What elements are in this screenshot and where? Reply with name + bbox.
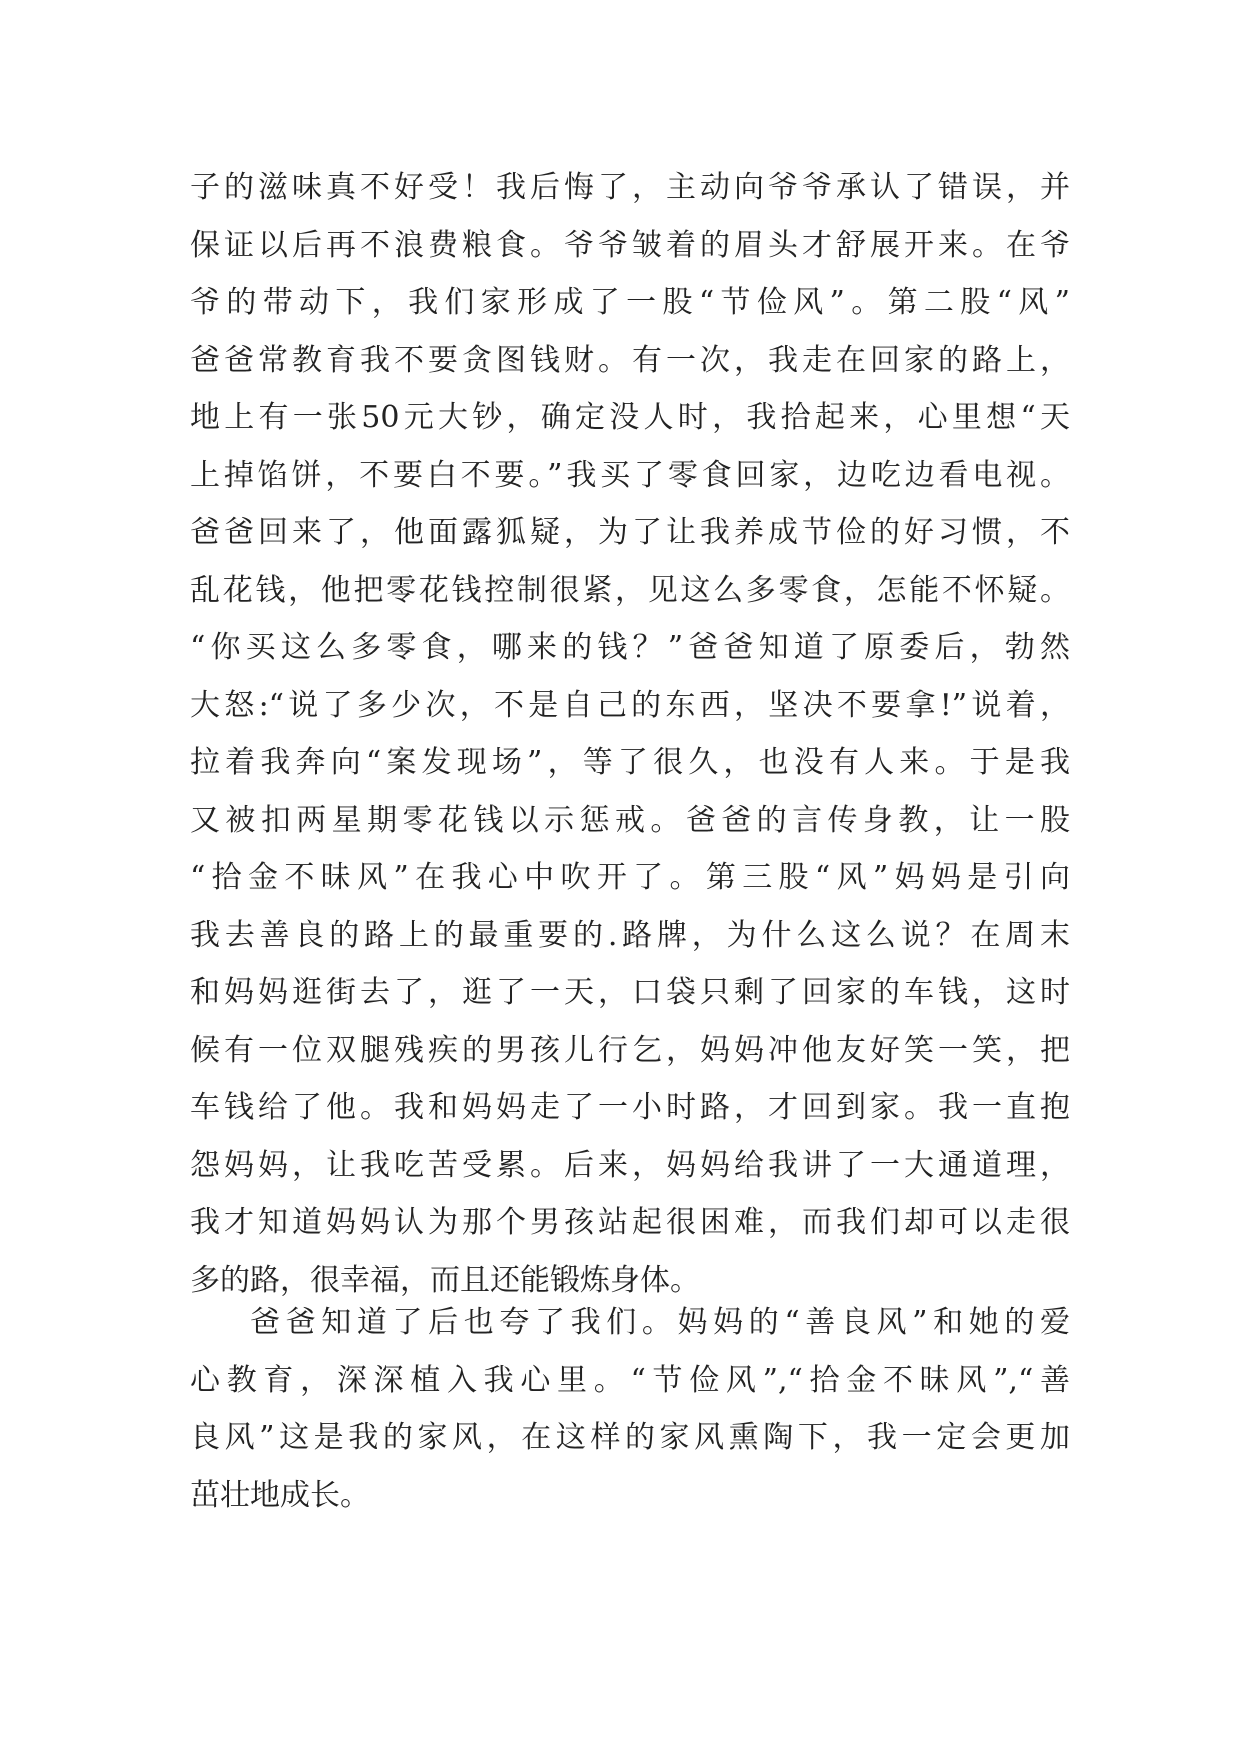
text-line: 多的路，很幸福，而且还能锻炼身体。 bbox=[190, 1262, 700, 1298]
text-line: 拉着我奔向“案发现场”，等了很久，也没有人来。于是我 bbox=[190, 745, 1070, 780]
text-line: 爸爸常教育我不要贪图钱财。有一次，我走在回家的路上， bbox=[190, 342, 1070, 378]
text-line: 爷的带动下，我们家形成了一股“节俭风”。第二股“风” bbox=[190, 285, 1070, 320]
text-line: 地上有一张50元大钞，确定没人时，我拾起来，心里想“天 bbox=[190, 400, 1070, 435]
text-line: 大怒:“说了多少次，不是自己的东西，坚决不要拿!”说着， bbox=[190, 687, 1070, 723]
paragraph-2 bbox=[190, 1294, 1070, 1524]
text-line: 乱花钱，他把零花钱控制很紧，见这么多零食，怎能不怀疑。 bbox=[190, 572, 1070, 608]
text-line: 我才知道妈妈认为那个男孩站起很困难，而我们却可以走很 bbox=[190, 1205, 1070, 1240]
text-line: 爸爸回来了，他面露狐疑，为了让我养成节俭的好习惯，不 bbox=[190, 515, 1070, 550]
text-line: 和妈妈逛街去了，逛了一天，口袋只剩了回家的车钱，这时 bbox=[190, 975, 1070, 1010]
text-line: 爸爸知道了后也夸了我们。妈妈的“善良风”和她的爱 bbox=[250, 1305, 1070, 1340]
text-line: 我去善良的路上的最重要的.路牌，为什么这么说？在周末 bbox=[190, 917, 1070, 953]
text-line: 上掉馅饼，不要白不要。”我买了零食回家，边吃边看电视。 bbox=[190, 457, 1070, 493]
text-line: “拾金不昧风”在我心中吹开了。第三股“风”妈妈是引向 bbox=[190, 860, 1070, 895]
text-line: 良风”这是我的家风，在这样的家风熏陶下，我一定会更加 bbox=[190, 1420, 1070, 1455]
text-line: 心教育，深深植入我心里。“节俭风”,“拾金不昧风”,“善 bbox=[190, 1362, 1070, 1398]
text-line: 又被扣两星期零花钱以示惩戒。爸爸的言传身教，让一股 bbox=[190, 802, 1070, 838]
text-line: 怨妈妈，让我吃苦受累。后来，妈妈给我讲了一大通道理， bbox=[190, 1147, 1070, 1183]
text-line: 茁壮地成长。 bbox=[190, 1477, 370, 1513]
text-line: 车钱给了他。我和妈妈走了一小时路，才回到家。我一直抱 bbox=[190, 1090, 1070, 1125]
text-line: “你买这么多零食，哪来的钱？”爸爸知道了原委后，勃然 bbox=[190, 630, 1070, 665]
text-line: 保证以后再不浪费粮食。爷爷皱着的眉头才舒展开来。在爷 bbox=[190, 227, 1070, 263]
text-line: 候有一位双腿残疾的男孩儿行乞，妈妈冲他友好笑一笑，把 bbox=[190, 1032, 1070, 1068]
text-line: 子的滋味真不好受！我后悔了，主动向爷爷承认了错误，并 bbox=[190, 170, 1070, 205]
paragraph-1 bbox=[190, 159, 1070, 1309]
